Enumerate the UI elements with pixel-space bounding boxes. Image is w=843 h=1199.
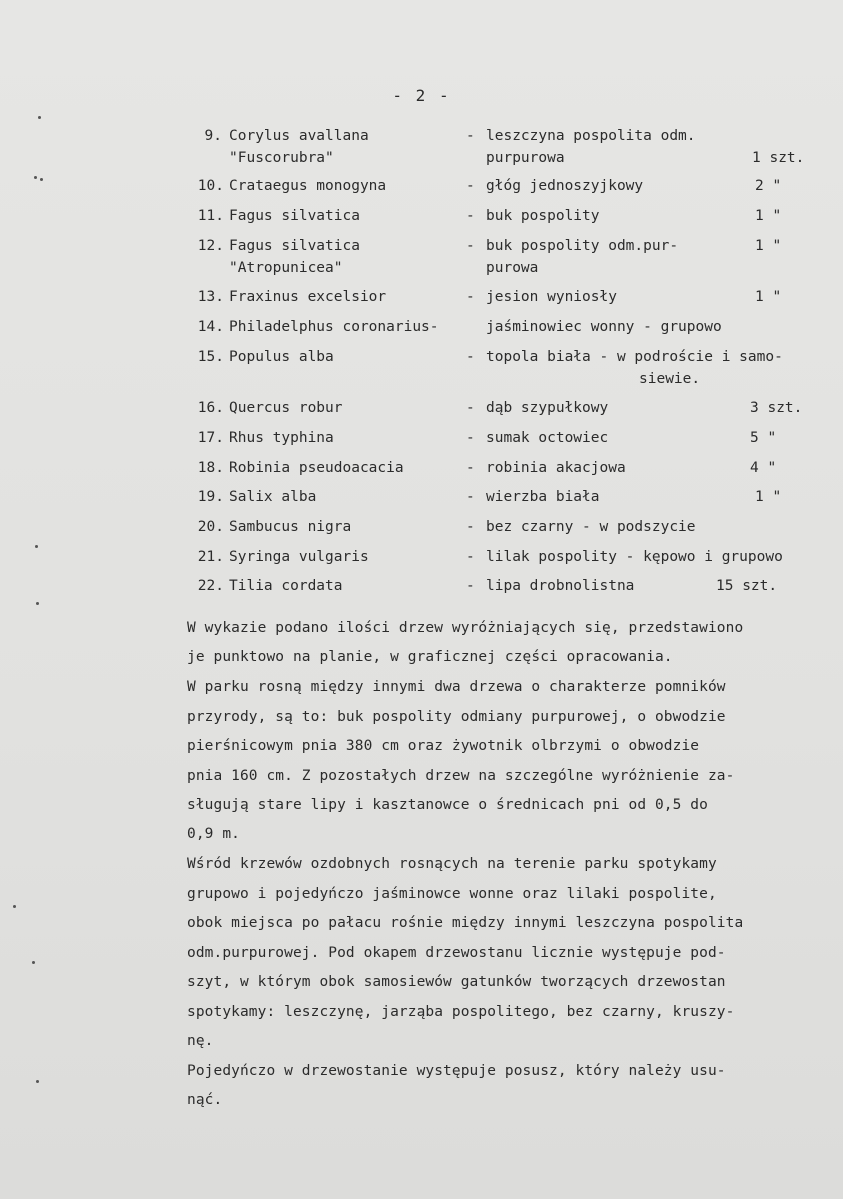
separator-dash: - [466, 430, 475, 446]
list-item [0, 428, 843, 450]
cultivar-name: "Atropunicea" [229, 260, 343, 276]
list-item [0, 317, 843, 339]
polish-name: głóg jednoszyjkowy [486, 178, 644, 194]
latin-name: Fagus silvatica [229, 238, 360, 254]
paragraph-line: spotykamy: leszczynę, jarząba pospolitego, bez czarny, kruszy- [187, 1004, 735, 1020]
latin-name: Sambucus nigra [229, 519, 352, 535]
paragraph-line: przyrody, są to: buk pospolity odmiany purpurowej, o obwodzie [187, 709, 726, 725]
scan-speck [40, 178, 43, 181]
latin-name: Rhus typhina [229, 430, 334, 446]
polish-name: sumak octowiec [486, 430, 609, 446]
quantity: 5 " [750, 430, 777, 446]
polish-name-continued: siewie. [639, 371, 701, 387]
paragraph-line: nąć. [187, 1092, 223, 1108]
polish-name: robinia akacjowa [486, 460, 626, 476]
list-item [0, 517, 843, 539]
item-number: 17. [197, 430, 224, 446]
paragraph-line: 0,9 m. [187, 826, 240, 842]
list-item-continuation [0, 258, 843, 280]
quantity: 1 " [755, 238, 782, 254]
item-number: 20. [197, 519, 224, 535]
polish-name: wierzba biała [486, 489, 600, 505]
latin-name: Syringa vulgaris [229, 549, 369, 565]
paragraph-line: szyt, w którym obok samosiewów gatunków tworzących drzewostan [187, 974, 726, 990]
latin-name: Crataegus monogyna [229, 178, 387, 194]
list-item [0, 547, 843, 569]
quantity: 1 " [755, 289, 782, 305]
latin-name: Salix alba [229, 489, 317, 505]
separator-dash: - [466, 460, 475, 476]
paragraph-line: grupowo i pojedyńczo jaśminowce wonne oraz lilaki pospolite, [187, 886, 717, 902]
list-item [0, 126, 843, 148]
paragraph-line: W wykazie podano ilości drzew wyróżniających się, przedstawiono [187, 620, 744, 636]
polish-name: topola biała - w podroście i samo- [486, 349, 783, 365]
separator-dash: - [466, 208, 475, 224]
item-number: 10. [197, 178, 224, 194]
scan-speck [36, 602, 39, 605]
quantity: 4 " [750, 460, 777, 476]
paragraph-line: je punktowo na planie, w graficznej części opracowania. [187, 649, 673, 665]
list-item-continuation [0, 148, 843, 170]
latin-name: Tilia cordata [229, 578, 343, 594]
polish-name: jaśminowiec wonny - grupowo [486, 319, 722, 335]
paragraph-line: odm.purpurowej. Pod okapem drzewostanu licznie występuje pod- [187, 945, 726, 961]
item-number: 21. [197, 549, 224, 565]
item-number: 14. [197, 319, 224, 335]
latin-name: Robinia pseudoacacia [229, 460, 404, 476]
scan-speck [13, 905, 16, 908]
separator-dash: - [466, 400, 475, 416]
latin-name: Populus alba [229, 349, 334, 365]
list-item [0, 236, 843, 258]
cultivar-name: "Fuscorubra" [229, 150, 334, 166]
paragraph-line: pierśnicowym pnia 380 cm oraz żywotnik olbrzymi o obwodzie [187, 738, 700, 754]
separator-dash: - [466, 238, 475, 254]
polish-name: lipa drobnolistna [486, 578, 635, 594]
paragraph-line: W parku rosną między innymi dwa drzewa o charakterze pomników [187, 679, 726, 695]
page-number: - 2 - [392, 86, 451, 105]
polish-name: buk pospolity odm.pur- [486, 238, 679, 254]
scan-speck [32, 961, 35, 964]
separator-dash: - [466, 289, 475, 305]
item-number: 9. [204, 128, 222, 144]
separator-dash: - [466, 128, 475, 144]
latin-name: Corylus avallana [229, 128, 369, 144]
list-item [0, 347, 843, 369]
separator-dash: - [466, 578, 475, 594]
item-number: 16. [197, 400, 224, 416]
polish-name: dąb szypułkowy [486, 400, 609, 416]
latin-name: Fraxinus excelsior [229, 289, 387, 305]
polish-name: leszczyna pospolita odm. [486, 128, 696, 144]
separator-dash: - [466, 178, 475, 194]
scan-speck [34, 176, 37, 179]
quantity: 1 " [755, 208, 782, 224]
list-item [0, 398, 843, 420]
separator-dash: - [466, 489, 475, 505]
list-item [0, 176, 843, 198]
item-number: 11. [197, 208, 224, 224]
scan-speck [36, 1080, 39, 1083]
quantity: 1 " [755, 489, 782, 505]
polish-name: jesion wyniosły [486, 289, 617, 305]
latin-name: Fagus silvatica [229, 208, 360, 224]
paragraph-line: pnia 160 cm. Z pozostałych drzew na szczególne wyróżnienie za- [187, 768, 735, 784]
quantity: 3 szt. [750, 400, 803, 416]
item-number: 22. [197, 578, 224, 594]
paragraph-line: Pojedyńczo w drzewostanie występuje posusz, który należy usu- [187, 1063, 726, 1079]
list-item [0, 206, 843, 228]
separator-dash: - [466, 349, 475, 365]
item-number: 15. [197, 349, 224, 365]
paragraph-line: sługują stare lipy i kasztanowce o średnicach pni od 0,5 do [187, 797, 708, 813]
paragraph-line: Wśród krzewów ozdobnych rosnących na terenie parku spotykamy [187, 856, 717, 872]
paragraph-line: nę. [187, 1033, 214, 1049]
item-number: 13. [197, 289, 224, 305]
list-item [0, 287, 843, 309]
item-number: 12. [197, 238, 224, 254]
latin-name: Quercus robur [229, 400, 343, 416]
list-item [0, 576, 843, 598]
list-item [0, 487, 843, 509]
polish-name: bez czarny - w podszycie [486, 519, 696, 535]
polish-name: buk pospolity [486, 208, 600, 224]
scan-speck [38, 116, 41, 119]
separator-dash: - [466, 519, 475, 535]
quantity: 2 " [755, 178, 782, 194]
polish-name-continued: purowa [486, 260, 539, 276]
scan-speck [35, 545, 38, 548]
list-item-continuation [0, 369, 843, 391]
separator-dash: - [466, 549, 475, 565]
polish-name: lilak pospolity - kępowo i grupowo [486, 549, 783, 565]
polish-name-continued: purpurowa [486, 150, 565, 166]
quantity: 15 szt. [716, 578, 778, 594]
item-number: 19. [197, 489, 224, 505]
item-number: 18. [197, 460, 224, 476]
paragraph-line: obok miejsca po pałacu rośnie między innymi leszczyna pospolita [187, 915, 744, 931]
list-item [0, 458, 843, 480]
latin-name: Philadelphus coronarius- [229, 319, 439, 335]
quantity: 1 szt. [752, 150, 805, 166]
